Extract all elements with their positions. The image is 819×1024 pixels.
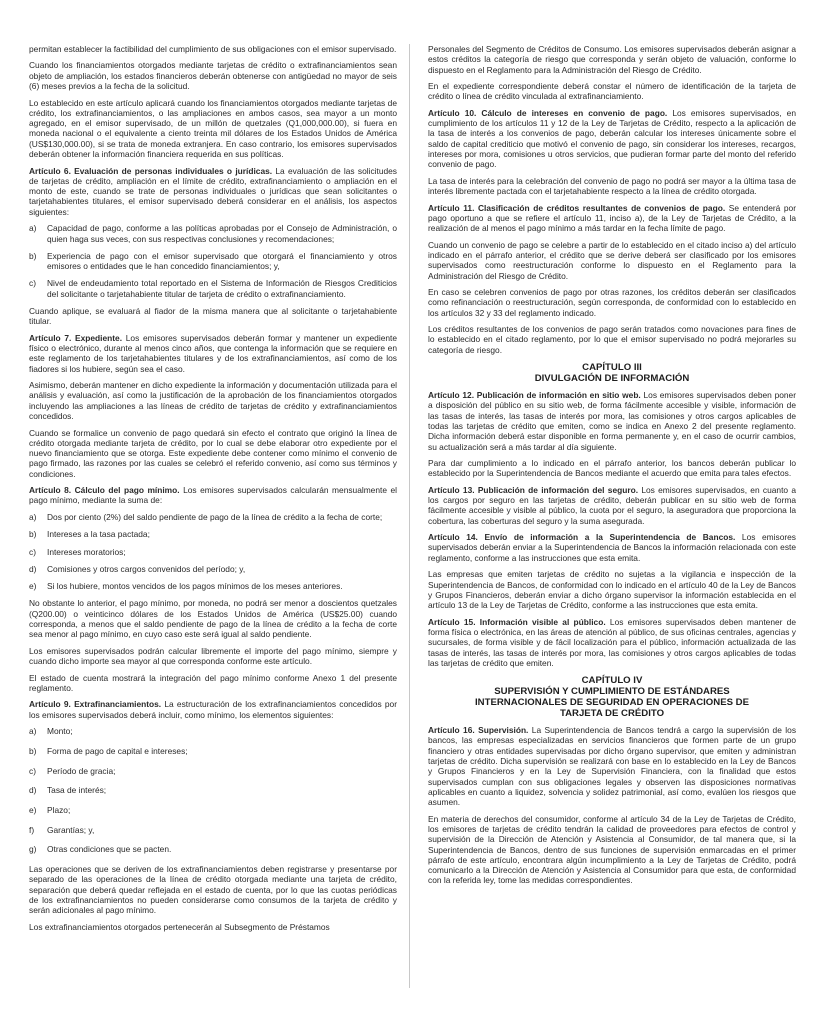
chapter-title: DIVULGACIÓN DE INFORMACIÓN <box>534 373 690 385</box>
article-heading: Artículo 9. Extrafinanciamientos. <box>29 699 162 710</box>
article-9 <box>29 699 397 720</box>
list-item-text: Intereses moratorios; <box>47 546 126 557</box>
list-marker: c) <box>29 278 36 289</box>
paragraph: Cuando se formalice un convenio de pago quedará sin efecto el contrato que originó la línea de crédito otorgada mediante tarjeta de crédito, por lo cual se debe elaborar otro expediente por el nuevo financiamiento que se otorga. Este expediente debe contener como mínimo el convenio de pago firmado, las razones por las cuales se celebró el referido convenio, así como sus términos y condiciones. <box>29 427 397 479</box>
list-item-text: Capacidad de pago, conforme a las políticas aprobadas por el Consejo de Administración, o quien haga sus veces, con sus respectivas conclusiones y recomendaciones; <box>47 223 397 244</box>
list-marker: d) <box>29 563 37 574</box>
paragraph: En caso se celebren convenios de pago por otras razones, los créditos deberán ser clasificados como refinanciación o reestructuración, según corresponda, de conformidad con lo establecido en los artículos 32 y 33 del reglamento indicado. <box>428 287 796 318</box>
list-item-text: Plazo; <box>47 804 71 815</box>
list-item <box>29 529 397 539</box>
list-item <box>29 746 397 756</box>
list-item <box>29 581 397 591</box>
article-13 <box>428 485 796 526</box>
list-item <box>29 547 397 557</box>
list-item-text: Tasa de interés; <box>47 785 107 796</box>
column-divider <box>409 44 410 988</box>
article-text: Los emisores supervisados, en cumplimiento de los artículos 11 y 12 de la Ley de Tarjetas de Crédito, respecto a la aplicación de la tasa de interés a los convenios de pago, deberán calcular los intereses únicamente sobre el saldo de capital crediticio que motivó el convenio de pago, sin considerar los intereses, recargos, intereses por mora, comisiones u otros servicios, que pudieran formar parte del monto del referido convenio de pago. <box>428 107 796 170</box>
article-heading: Artículo 6. Evaluación de personas individuales o jurídicas. <box>29 165 273 176</box>
list-item-text: Otras condiciones que se pacten. <box>47 844 172 855</box>
article-heading: Artículo 12. Publicación de información en sitio web. <box>428 390 641 401</box>
article-heading: Artículo 14. Envío de información a la Superintendencia de Bancos. <box>428 532 736 543</box>
chapter-title: SUPERVISIÓN Y CUMPLIMIENTO DE ESTÁNDARES <box>494 686 730 698</box>
paragraph: Lo establecido en este artículo aplicará cuando los financiamientos otorgados mediante tarjetas de crédito, los extrafinanciamientos, o las ampliaciones en ambos casos, sea mayor a un monto agregado, en el emisor supervisado, de un millón de quetzales (Q1,000,000.00), si fuera en moneda nacional o el equivalente a ciento treinta mil dólares de los Estados Unidos de América (US$130,000.00), si se trata de moneda extranjera. En caso contrario, los emisores supervisados deberán obtener la información financiera requerida en sus políticas. <box>29 97 397 160</box>
list-item-text: Período de gracia; <box>47 765 116 776</box>
article-text: Se entenderá por pago oportuno a que se refiere el artículo 11, inciso a), de la Ley de Tarjetas de Crédito, a la realización de al menos el pago mínimo a más tardar en la fecha límite de pago. <box>428 202 796 234</box>
list-item <box>29 825 397 835</box>
list-marker: c) <box>29 765 36 776</box>
list-marker: e) <box>29 804 37 815</box>
article-16 <box>428 725 796 807</box>
article-text: Los emisores supervisados deben poner a disposición del público en su sitio web, de forma fácilmente accesible y visible, información de las tasas de interés, las tasas de interés por mora, las comisiones y otros cargos aplicables de todas las tarjetas de crédito que emiten, como se indica en Anexo 2 del presente reglamento. Dicha información deberá estar disponible en forma permanente y, en el caso de ocurrir cambios, su actualización será a más tardar al día siguiente. <box>428 390 796 452</box>
list-item <box>29 512 397 522</box>
list-item <box>29 251 397 272</box>
chapter-3-heading <box>428 362 796 384</box>
chapter-number: CAPÍTULO III <box>582 362 642 374</box>
list-item-text: Forma de pago de capital e intereses; <box>47 745 188 756</box>
article-heading: Artículo 15. Información visible al público. <box>428 616 606 627</box>
chapter-title: TARJETA DE CRÉDITO <box>559 708 665 720</box>
article-text: Los emisores supervisados deben mantener de forma física o electrónica, en las áreas de atención al público, de sus oficinas centrales, agencias y sucursales, de forma visible y de fácil localización para el público, información actualizada de las tasas de interés, las tasas de interés por mora, las comisiones y otros cargos aplicables de todas las tarjetas de crédito que emiten. <box>428 616 797 668</box>
article-text: La Superintendencia de Bancos tendrá a cargo la supervisión de los bancos, las empresas especializadas en servicios financieros que formen parte de un grupo financiero y otras entidades supervisadas por dicho órgano supervisor, que emiten y administran tarjetas de crédito. Dicha supervisión se realizará con base en lo establecido en la Ley de Bancos y Grupos Financieros y en la Ley de Supervisión Financiera, con la finalidad que estos supervisados cumplan con sus obligaciones legales y observen las disposiciones normativas aplicables en cuanto a liquidez, solvencia y solidez patrimonial, así como, evalúen los riesgos que asumen. <box>428 725 797 808</box>
paragraph: Cuando los financiamientos otorgados mediante tarjetas de crédito o extrafinanciamientos sean objeto de ampliación, los estados financieros deberán obtenerse con antigüedad no mayor de seis (6) meses previos a la fecha de la solicitud. <box>29 60 397 92</box>
article-heading: Artículo 7. Expediente. <box>29 332 123 343</box>
list-item <box>29 278 397 299</box>
article-12 <box>428 390 796 452</box>
article-text: La estructuración de los extrafinanciamientos concedidos por los emisores supervisados deberá incluir, como mínimo, los elementos siguientes: <box>29 699 398 720</box>
chapter-number: CAPÍTULO IV <box>581 675 643 687</box>
paragraph: permitan establecer la factibilidad del cumplimiento de sus obligaciones con el emisor supervisado. <box>29 44 397 54</box>
list-item <box>29 844 397 854</box>
paragraph: Los créditos resultantes de los convenios de pago serán tratados como novaciones para fines de lo establecido en el citado reglamento, por lo que el emisor supervisado no podrá mejorarles su categoría de riesgo. <box>428 324 796 355</box>
article-text: Los emisores supervisados deberán formar y mantener un expediente físico o electrónico, durante al menos cinco años, que contenga la información que se requiere en este reglamento de los tarjetahabientes titulares y de los extrafinanciamientos, así como de los fiadores si los hubiere, según sea el caso. <box>29 332 397 374</box>
list-item <box>29 766 397 776</box>
list-marker: g) <box>29 844 37 855</box>
paragraph: Asimismo, deberán mantener en dicho expediente la información y documentación utilizada para el análisis y evaluación, así como la justificación de la aprobación de los financiamientos otorgados incluyendo las ampliaciones a las líneas de crédito de tarjetas de crédito y extrafinanciamientos concedidos. <box>29 380 397 422</box>
paragraph: Los extrafinanciamientos otorgados pertenecerán al Subsegmento de Préstamos <box>29 921 330 932</box>
list-item-text: Comisiones y otros cargos convenidos del período; y, <box>47 563 246 574</box>
article-8-list <box>29 512 397 591</box>
list-marker: f) <box>29 824 35 835</box>
list-marker: b) <box>29 745 37 756</box>
article-14 <box>428 532 796 563</box>
list-marker: d) <box>29 785 37 796</box>
paragraph: En el expediente correspondiente deberá constar el número de identificación de la tarjeta de crédito o línea de crédito vinculada al extrafinanciamiento. <box>428 81 796 102</box>
article-6-list <box>29 223 397 299</box>
list-item-text: Nivel de endeudamiento total reportado en el Sistema de Información de Riesgos Crediticios del solicitante o tarjetahabiente titular de tarjeta de crédito o extrafinanciamiento. <box>47 278 397 299</box>
list-marker: e) <box>29 581 37 592</box>
article-text: Los emisores supervisados deberán enviar a la Superintendencia de Bancos la información relacionada con este reglamento, conforme a las instrucciones que esta emita. <box>428 532 796 563</box>
paragraph: El estado de cuenta mostrará la integración del pago mínimo conforme Anexo 1 del presente reglamento. <box>29 672 397 693</box>
article-6 <box>29 166 397 217</box>
paragraph: Los emisores supervisados podrán calcular libremente el importe del pago mínimo, siempre y cuando dicho importe sea mayor al que corresponda conforme este artículo. <box>29 645 397 667</box>
list-marker: a) <box>29 223 37 234</box>
article-heading: Artículo 10. Cálculo de intereses en convenio de pago. <box>428 107 668 118</box>
list-item-text: Si los hubiere, montos vencidos de los pagos mínimos de los meses anteriores. <box>47 581 343 592</box>
article-heading: Artículo 13. Publicación de información del seguro. <box>428 484 639 495</box>
article-text: Los emisores supervisados, en cuanto a los cargos por seguro en las tarjetas de crédito, deberán publicar en su sitio web de forma fácilmente accesible y visible al público, la cuota por el seguro, la aseguradora que proporciona la cobertura, las coberturas del seguro y la suma asegurada. <box>428 484 796 526</box>
article-9-list <box>29 726 397 854</box>
list-marker: b) <box>29 250 37 261</box>
article-heading: Artículo 8. Cálculo del pago mínimo. <box>29 485 180 496</box>
list-marker: a) <box>29 726 37 737</box>
paragraph: En materia de derechos del consumidor, conforme al artículo 34 de la Ley de Tarjetas de Crédito, los emisores de tarjetas de crédito tendrán la calidad de proveedores para efectos de control y supervisión de la Dirección de Atención y Asistencia al Consumidor, de tal manera que, si la Superintendencia de Bancos, dentro de sus funciones de supervisión enmarcadas en el primer párrafo de este artículo, encontrara algún incumplimiento a la Ley de Tarjetas de Crédito, podrá comunicarlo a la Dirección de Atención y Asistencia al Consumidor para que esta, de conformidad con la referida ley, tome las medidas correspondientes. <box>428 813 796 886</box>
list-item-text: Dos por ciento (2%) del saldo pendiente de pago de la línea de crédito a la fecha de corte; <box>47 511 383 522</box>
list-item <box>29 223 397 244</box>
right-column <box>428 44 796 892</box>
paragraph: Las operaciones que se deriven de los extrafinanciamientos deben registrarse y presentarse por separado de las operaciones de la línea de crédito otorgada mediante una tarjeta de crédito, separación que deberá quedar reflejada en el estado de cuenta, por lo que las cuotas periódicas de los extrafinanciamientos no pueden considerarse como consumos de la tarjeta de crédito y serán adicionales al pago mínimo. <box>29 863 397 916</box>
chapter-title: INTERNACIONALES DE SEGURIDAD EN OPERACIONES DE <box>475 697 749 709</box>
chapter-4-heading <box>428 675 796 719</box>
list-item-text: Experiencia de pago con el emisor supervisado que otorgará el financiamiento y otros emisores o entidades que le han concedido financiamientos; y, <box>47 250 397 272</box>
list-marker: a) <box>29 511 37 522</box>
paragraph: Cuando aplique, se evaluará al fiador de la misma manera que al solicitante o tarjetahabiente titular. <box>29 305 397 327</box>
left-column <box>29 44 397 938</box>
article-heading: Artículo 11. Clasificación de créditos resultantes de convenios de pago. <box>428 202 726 213</box>
paragraph: La tasa de interés para la celebración del convenio de pago no podrá ser mayor a la última tasa de interés libremente pactada con el tarjetahabiente respecto a la línea de crédito otorgada. <box>428 175 796 197</box>
article-7 <box>29 333 397 374</box>
list-item <box>29 726 397 736</box>
list-item <box>29 785 397 795</box>
article-11 <box>428 203 796 234</box>
article-heading: Artículo 16. Supervisión. <box>428 725 529 736</box>
list-marker: c) <box>29 546 36 557</box>
paragraph: Cuando un convenio de pago se celebre a partir de lo establecido en el citado inciso a) del artículo indicado en el párrafo anterior, el crédito que se derive deberá ser clasificado por los emisores supervisados como reestructuración conforme lo dispuesto en el Reglamento para la Administración del Riesgo de Crédito. <box>428 239 796 281</box>
paragraph: No obstante lo anterior, el pago mínimo, por moneda, no podrá ser menor a doscientos quetzales (Q200.00) o veinticinco dólares de los Estados Unidos de América (US$25.00) cuando corresponda, a menos que el saldo pendiente de pago de la línea de crédito a la fecha de corte sea menor al pago mínimo, en cuyo caso este será igual al saldo pendiente. <box>29 598 397 640</box>
list-marker: b) <box>29 529 37 540</box>
list-item-text: Monto; <box>47 726 73 737</box>
article-8 <box>29 485 397 506</box>
article-text: Los emisores supervisados calcularán mensualmente el pago mínimo, mediante la suma de: <box>29 485 398 506</box>
list-item <box>29 564 397 574</box>
list-item-text: Intereses a la tasa pactada; <box>47 529 150 540</box>
list-item-text: Garantías; y, <box>47 824 95 835</box>
paragraph: Las empresas que emiten tarjetas de crédito no sujetas a la vigilancia e inspección de la Superintendencia de Bancos, de conformidad con lo indicado en el artículo 40 de la Ley de Bancos y Grupos Financieros, deberán enviar a dicho órgano supervisor la información establecida en el artículo 13 de la Ley de Tarjetas de Crédito, conforme a las instrucciones que esta emita. <box>428 569 796 611</box>
article-10 <box>428 108 796 170</box>
paragraph: Personales del Segmento de Créditos de Consumo. Los emisores supervisados deberán asignar a estos créditos la categoría de riesgo que corresponda y serán objeto de valuación, conforme lo dispuesto en el Reglamento para la Administración del Riesgo de Crédito. <box>428 44 796 75</box>
article-15 <box>428 617 796 668</box>
paragraph: Para dar cumplimiento a lo indicado en el párrafo anterior, los bancos deberán publicar lo establecido por la Superintendencia de Bancos mediante el acuerdo que emita para tales efectos. <box>428 458 796 479</box>
list-item <box>29 805 397 815</box>
article-text: La evaluación de las solicitudes de tarjetas de crédito, ampliación en el límite de crédito, extrafinanciamiento o ampliación en el monto de este, cuando se trate de personas individuales o jurídicas que sean solicitantes o tarjetahabientes titulares, el emisor supervisado deberá considerar en el análisis, los aspectos siguientes: <box>29 165 397 217</box>
